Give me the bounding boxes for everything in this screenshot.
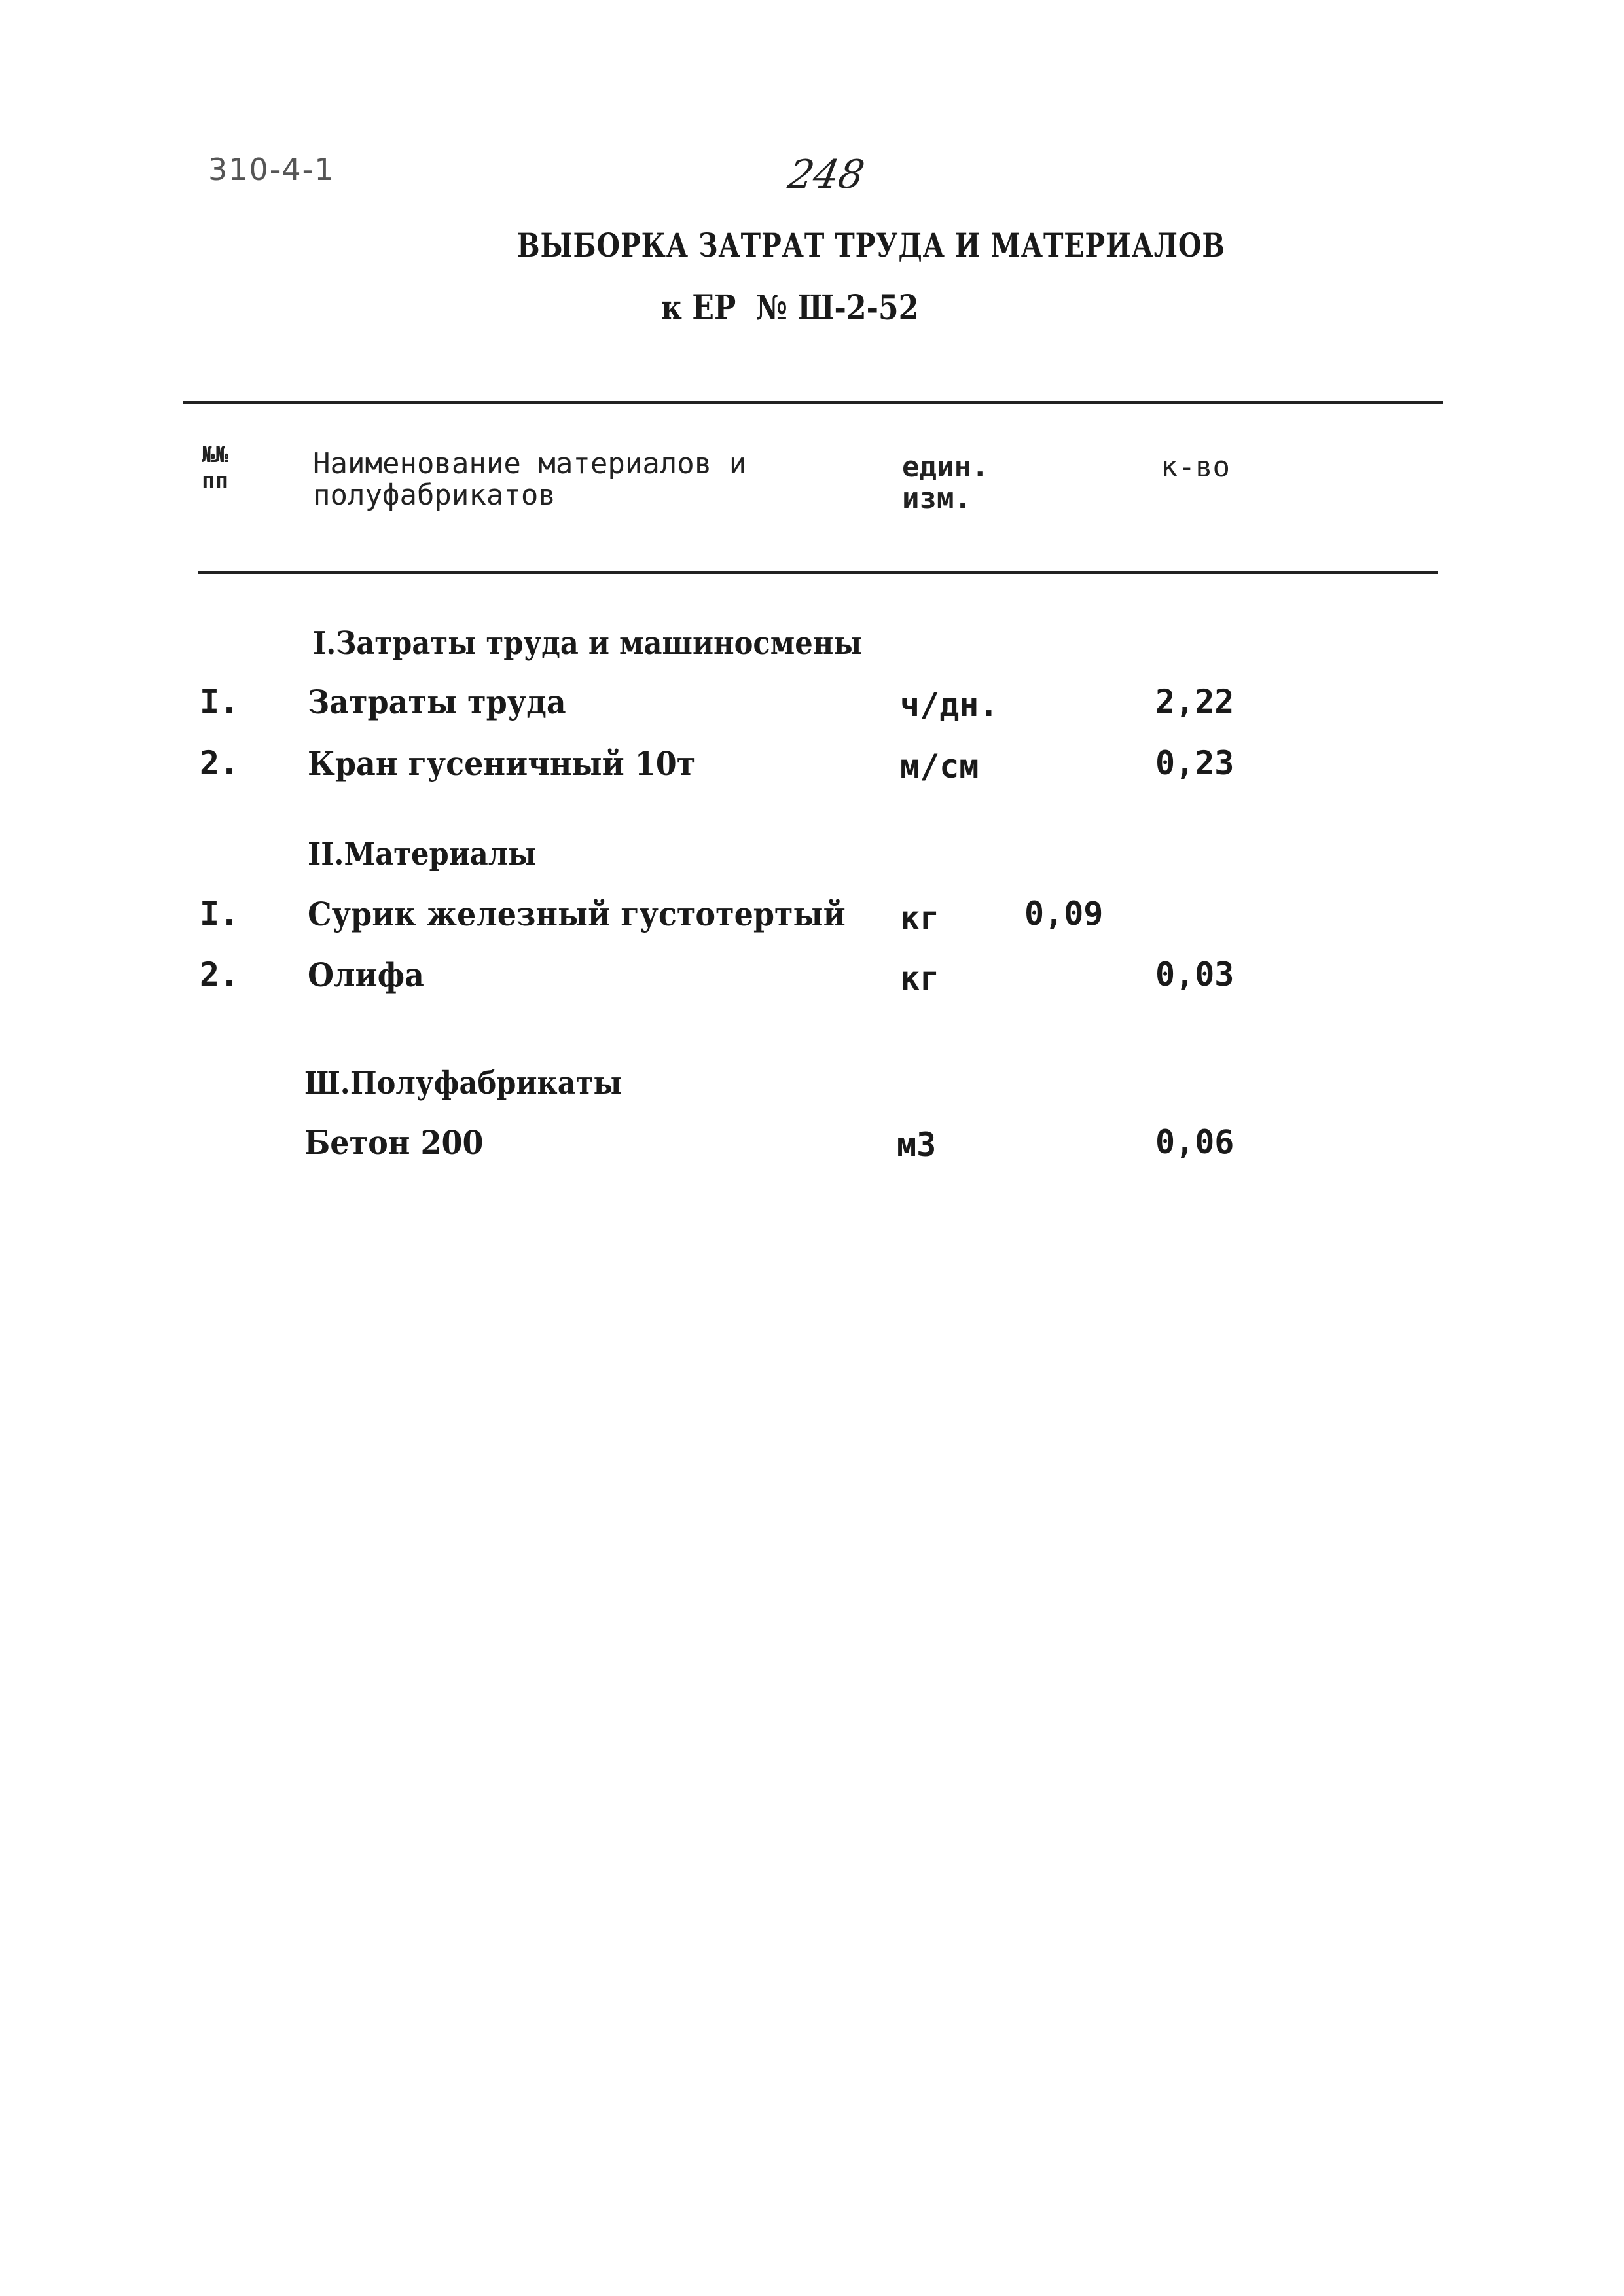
row-number: I. bbox=[200, 895, 240, 933]
row-unit: м/см bbox=[900, 747, 979, 785]
row-quantity: 0,03 bbox=[1155, 956, 1235, 994]
row-name: Олифа bbox=[308, 956, 424, 994]
document-code: 310-4-1 bbox=[208, 152, 335, 187]
table-header-rule bbox=[198, 571, 1438, 574]
section-title-materials: II.Материалы bbox=[308, 836, 537, 872]
row-number: 2. bbox=[200, 956, 240, 994]
row-name: Затраты труда bbox=[308, 683, 566, 721]
page-number: 248 bbox=[784, 152, 868, 198]
column-header-number: №№ пп bbox=[202, 442, 228, 494]
document-subtitle: к ЕР № Ш-2-52 bbox=[661, 288, 919, 328]
table-top-rule bbox=[183, 401, 1443, 404]
row-quantity: 0,23 bbox=[1155, 744, 1235, 782]
row-name: Кран гусеничный 10т bbox=[308, 744, 696, 783]
row-name: Сурик железный густотертый bbox=[308, 895, 846, 933]
row-unit: кг bbox=[900, 899, 940, 937]
row-unit: ч/дн. bbox=[900, 686, 999, 724]
row-number: I. bbox=[200, 683, 240, 721]
row-name: Бетон 200 bbox=[304, 1123, 484, 1162]
row-quantity: 0,06 bbox=[1155, 1123, 1235, 1161]
section-title-semi-finished: Ш.Полуфабрикаты bbox=[304, 1065, 622, 1102]
row-unit: м3 bbox=[897, 1126, 937, 1164]
column-header-quantity: к-во bbox=[1161, 450, 1230, 484]
document-title: ВЫБОРКА ЗАТРАТ ТРУДА И МАТЕРИАЛОВ bbox=[517, 226, 1225, 264]
row-quantity: 0,09 bbox=[1024, 895, 1104, 933]
row-quantity: 2,22 bbox=[1155, 683, 1235, 721]
row-unit: кг bbox=[900, 960, 940, 997]
column-header-name: Наименование материалов и полуфабрикатов bbox=[313, 447, 747, 512]
column-header-unit: един. изм. bbox=[902, 450, 989, 515]
row-number: 2. bbox=[200, 744, 240, 782]
section-title-labor: I.Затраты труда и машиносмены bbox=[313, 625, 862, 662]
